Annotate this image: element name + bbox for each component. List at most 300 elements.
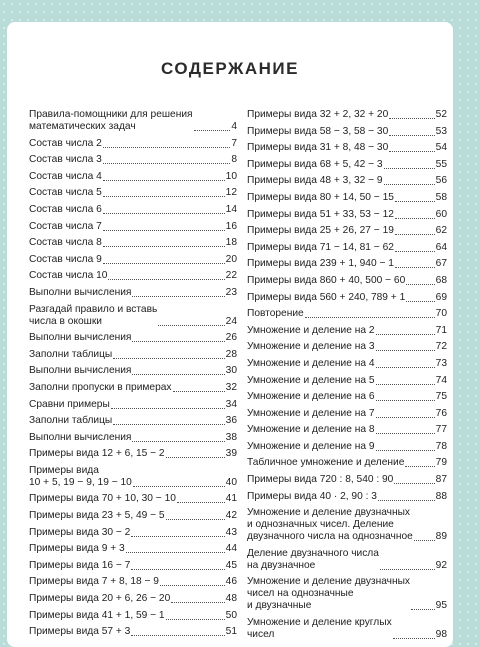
toc-entry: [29, 304, 237, 328]
toc-entry-title: [29, 626, 130, 638]
toc-entry: [247, 325, 447, 337]
toc-entry-title-line: на двузначное: [247, 559, 316, 571]
toc-entry-title-line: Примеры вида 30 − 2: [29, 526, 131, 538]
toc-entry-title: [29, 254, 102, 266]
toc-entry-title: [247, 142, 388, 154]
toc-entry-title: [29, 237, 102, 249]
toc-dot-leader: [378, 500, 435, 501]
toc-entry: [29, 560, 237, 572]
toc-entry: [247, 507, 447, 543]
toc-entry-title: [247, 159, 383, 171]
toc-page-number: 87: [435, 474, 447, 486]
toc-entry-title-line: Умножение и деление двузначных: [247, 507, 411, 519]
toc-page-number: 64: [435, 241, 447, 253]
toc-entry-title-line: двузначного числа на однозначное: [247, 531, 413, 543]
toc-entry-title: [247, 576, 410, 612]
toc-entry-title: [29, 287, 131, 299]
toc-entry-title: [29, 432, 131, 444]
toc-column-left: [29, 109, 237, 643]
toc-entry-title: [29, 382, 172, 394]
toc-entry: [29, 415, 237, 427]
toc-entry-title: [29, 610, 165, 622]
toc-entry-title: [247, 292, 405, 304]
toc-entry-title-line: Заполни таблицы: [29, 415, 113, 427]
toc-page-number: 26: [225, 332, 237, 344]
toc-entry: [29, 382, 237, 394]
toc-entry-title-line: Умножение и деление на 6: [247, 391, 375, 403]
toc-dot-leader: [111, 408, 225, 409]
toc-entry-title: [29, 465, 132, 489]
toc-dot-leader: [131, 536, 224, 537]
toc-page-number: 58: [435, 191, 447, 203]
toc-dot-leader: [384, 168, 435, 169]
toc-entry-title-line: Повторение: [247, 308, 304, 320]
toc-entry-title-line: 10 + 5, 19 − 9, 19 − 10: [29, 476, 132, 488]
toc-dot-leader: [171, 602, 224, 603]
toc-page-number: 41: [225, 493, 237, 505]
toc-entry: [29, 171, 237, 183]
toc-entry: [247, 474, 447, 486]
toc-entry-title: [29, 109, 193, 133]
toc-dot-leader: [166, 619, 225, 620]
toc-entry-title-line: Деление двузначного числа: [247, 547, 379, 559]
toc-page-number: 12: [225, 187, 237, 199]
toc-entry-title: [29, 399, 110, 411]
toc-entry-title-line: Примеры вида 40 · 2, 90 : 3: [247, 490, 377, 502]
toc-entry-title-line: Примеры вида 41 + 1, 59 − 1: [29, 609, 165, 621]
toc-entry: [247, 576, 447, 612]
toc-entry-title-line: Примеры вида 20 + 6, 26 − 20: [29, 593, 171, 605]
toc-entry-title: [29, 593, 170, 605]
toc-page-number: 28: [225, 348, 237, 360]
toc-page-number: 46: [225, 576, 237, 588]
toc-dot-leader: [376, 334, 435, 335]
toc-entry: [29, 576, 237, 588]
toc-entry-title: [247, 408, 375, 420]
toc-entry-title-line: Умножение и деление двузначных: [247, 576, 411, 588]
toc-dot-leader: [108, 279, 224, 280]
toc-page-number: 62: [435, 225, 447, 237]
toc-dot-leader: [414, 540, 435, 541]
toc-entry-title: [247, 375, 375, 387]
toc-page-number: 4: [231, 121, 237, 132]
toc-dot-leader: [103, 163, 231, 164]
toc-entry: [247, 341, 447, 353]
toc-entry-title: [29, 365, 131, 377]
toc-dot-leader: [376, 433, 435, 434]
toc-page-number: 51: [225, 626, 237, 638]
toc-entry: [29, 349, 237, 361]
toc-entry-title: [247, 225, 394, 237]
toc-entry-title: [29, 304, 157, 328]
toc-page-number: 54: [435, 142, 447, 154]
toc-page-number: 77: [435, 424, 447, 436]
toc-page-number: 22: [225, 270, 237, 282]
toc-dot-leader: [411, 609, 435, 610]
toc-entry: [247, 308, 447, 320]
toc-entry: [29, 626, 237, 638]
toc-entry-title-line: Состав числа 9: [29, 253, 102, 265]
toc-entry-title-line: Примеры вида 57 + 3: [29, 626, 131, 638]
toc-entry-title-line: Умножение и деление на 2: [247, 324, 375, 336]
toc-dot-leader: [376, 417, 435, 418]
toc-entry: [29, 254, 237, 266]
toc-page-number: 69: [435, 291, 447, 303]
toc-dot-leader: [160, 585, 225, 586]
toc-entry-title: [247, 275, 405, 287]
toc-entry-title-line: Примеры вида 16 − 7: [29, 559, 131, 571]
toc-dot-leader: [395, 201, 435, 202]
toc-entry: [247, 391, 447, 403]
toc-entry: [247, 358, 447, 370]
toc-entry-title-line: Состав числа 4: [29, 170, 102, 182]
toc-entry-title-line: Примеры вида 48 + 3, 32 − 9: [247, 175, 383, 187]
toc-dot-leader: [113, 424, 224, 425]
toc-dot-leader: [103, 196, 225, 197]
toc-entry: [29, 332, 237, 344]
toc-entry-title-line: чисел: [247, 629, 275, 641]
toc-entry-title-line: Состав числа 8: [29, 237, 102, 249]
toc-dot-leader: [166, 457, 225, 458]
toc-entry-title: [29, 154, 102, 166]
toc-page-number: 55: [435, 158, 447, 170]
toc-entry-title: [29, 138, 102, 150]
toc-entry: [247, 192, 447, 204]
toc-page-number: 10: [225, 170, 237, 182]
toc-entry-title: [247, 341, 375, 353]
toc-page-number: 44: [225, 543, 237, 555]
toc-dot-leader: [393, 638, 435, 639]
toc-entry-title-line: Состав числа 10: [29, 270, 108, 282]
toc-page-number: 39: [225, 448, 237, 460]
toc-dot-leader: [395, 251, 435, 252]
toc-page-number: 38: [225, 431, 237, 443]
toc-page-number: 34: [225, 398, 237, 410]
toc-entry-title-line: Примеры вида 80 + 14, 50 − 15: [247, 191, 394, 203]
toc-page-number: 98: [435, 629, 447, 641]
toc-dot-leader: [395, 267, 435, 268]
toc-entry: [29, 221, 237, 233]
toc-entry-title: [247, 175, 383, 187]
toc-page-number: 24: [225, 315, 237, 327]
toc-dot-leader: [103, 246, 225, 247]
toc-entry-title-line: Примеры вида 68 + 5, 42 − 3: [247, 158, 383, 170]
toc-entry: [247, 159, 447, 171]
toc-page-number: 79: [435, 457, 447, 469]
toc-page-number: 36: [225, 415, 237, 427]
toc-entry-title: [29, 204, 102, 216]
toc-entry-title-line: Примеры вида 239 + 1, 940 − 1: [247, 258, 394, 270]
toc-entry: [247, 457, 447, 469]
toc-entry: [247, 175, 447, 187]
toc-dot-leader: [133, 486, 225, 487]
toc-entry-title-line: Примеры вида 860 + 40, 500 − 60: [247, 274, 406, 286]
toc-entry: [29, 527, 237, 539]
toc-entry-title: [247, 126, 388, 138]
toc-page-number: 50: [225, 609, 237, 621]
toc-entry: [29, 432, 237, 444]
toc-entry-title-line: Выполни вычисления: [29, 332, 132, 344]
toc-entry: [29, 204, 237, 216]
toc-entry: [247, 142, 447, 154]
toc-page-number: 7: [231, 137, 237, 149]
toc-entry-title: [29, 560, 130, 572]
toc-page-number: 78: [435, 440, 447, 452]
toc-dot-leader: [305, 317, 435, 318]
toc-dot-leader: [376, 384, 435, 385]
toc-entry-title-line: Примеры вида 25 + 26, 27 − 19: [247, 225, 394, 237]
toc-entry: [247, 491, 447, 503]
toc-entry-title-line: Умножение и деление на 7: [247, 407, 375, 419]
toc-entry-title-line: Примеры вида 7 + 8, 18 − 9: [29, 576, 159, 588]
toc-dot-leader: [406, 284, 434, 285]
toc-entry-title: [247, 109, 388, 121]
toc-entry-title-line: Примеры вида 720 : 8, 540 : 90: [247, 474, 394, 486]
toc-dot-leader: [126, 552, 225, 553]
toc-entry-title-line: Заполни таблицы: [29, 348, 113, 360]
toc-page: [7, 22, 453, 647]
toc-entry-title-line: Состав числа 7: [29, 220, 102, 232]
toc-entry: [29, 365, 237, 377]
toc-entry-title: [29, 493, 176, 505]
toc-entry-title-line: Примеры вида 9 + 3: [29, 543, 125, 555]
toc-entry-title-line: Состав числа 6: [29, 203, 102, 215]
toc-dot-leader: [389, 135, 434, 136]
toc-page-number: 68: [435, 274, 447, 286]
toc-entry: [247, 126, 447, 138]
toc-entry-title: [29, 171, 102, 183]
toc-entry-title: [247, 358, 375, 370]
toc-entry-title: [247, 391, 375, 403]
toc-entry-title: [29, 221, 102, 233]
toc-page-number: 75: [435, 391, 447, 403]
toc-page-number: 53: [435, 125, 447, 137]
toc-entry: [29, 593, 237, 605]
toc-entry-title: [247, 491, 377, 503]
toc-entry: [29, 610, 237, 622]
toc-dot-leader: [132, 296, 224, 297]
toc-entry-title: [29, 576, 159, 588]
toc-entry-title: [247, 457, 404, 469]
toc-entry: [247, 441, 447, 453]
toc-entry: [29, 109, 237, 133]
toc-entry-title-line: Состав числа 5: [29, 187, 102, 199]
toc-entry-title: [247, 192, 394, 204]
toc-dot-leader: [103, 230, 225, 231]
toc-dot-leader: [177, 502, 225, 503]
toc-entry-title-line: числа в окошки: [29, 315, 102, 327]
toc-entry-title: [29, 415, 112, 427]
toc-entry: [247, 242, 447, 254]
toc-page-number: 45: [225, 559, 237, 571]
toc-entry-title-line: Состав числа 2: [29, 137, 102, 149]
toc-entry: [247, 408, 447, 420]
toc-dot-leader: [131, 635, 224, 636]
toc-entry-title: [247, 507, 413, 543]
toc-dot-leader: [395, 234, 435, 235]
toc-dot-leader: [131, 569, 224, 570]
toc-column-right: [247, 109, 447, 646]
toc-entry: [29, 399, 237, 411]
toc-entry: [247, 275, 447, 287]
toc-entry-title-line: Разгадай правило и вставь: [29, 303, 158, 315]
toc-entry: [247, 548, 447, 572]
toc-entry-title: [29, 448, 165, 460]
toc-dot-leader: [113, 358, 224, 359]
toc-dot-leader: [376, 367, 435, 368]
toc-entry: [29, 154, 237, 166]
toc-entry-title-line: Примеры вида 71 − 14, 81 − 62: [247, 241, 394, 253]
toc-entry-title: [29, 270, 107, 282]
toc-entry-title-line: Примеры вида 560 + 240, 789 + 1: [247, 291, 406, 303]
toc-page-number: 89: [435, 531, 447, 543]
toc-entry-title: [29, 349, 112, 361]
toc-page-number: 76: [435, 407, 447, 419]
toc-entry-title-line: Состав числа 3: [29, 154, 102, 166]
toc-dot-leader: [405, 466, 434, 467]
toc-entry-title-line: чисел на однозначные: [247, 588, 354, 600]
toc-page-number: 42: [225, 510, 237, 522]
toc-entry: [247, 617, 447, 641]
toc-entry-title: [247, 617, 392, 641]
toc-page-number: 8: [231, 154, 237, 166]
toc-page-number: 60: [435, 208, 447, 220]
toc-entry: [247, 109, 447, 121]
toc-dot-leader: [173, 391, 225, 392]
toc-entry-title-line: Умножение и деление на 3: [247, 341, 375, 353]
toc-entry: [29, 237, 237, 249]
toc-entry-title: [247, 209, 394, 221]
toc-dot-leader: [194, 130, 231, 131]
toc-entry-title-line: Примеры вида 51 + 33, 53 − 12: [247, 208, 394, 220]
toc-dot-leader: [103, 213, 225, 214]
toc-entry-title-line: Примеры вида: [29, 464, 99, 476]
toc-entry: [247, 258, 447, 270]
toc-dot-leader: [166, 519, 225, 520]
toc-entry-title-line: Выполни вычисления: [29, 286, 132, 298]
toc-dot-leader: [103, 263, 225, 264]
toc-dot-leader: [389, 118, 434, 119]
toc-entry: [247, 225, 447, 237]
toc-page-number: 70: [435, 308, 447, 320]
toc-dot-leader: [380, 569, 435, 570]
toc-entry-title-line: математических задач: [29, 121, 136, 132]
toc-entry: [247, 209, 447, 221]
toc-page-number: 20: [225, 253, 237, 265]
toc-page-number: 88: [435, 490, 447, 502]
toc-entry: [29, 448, 237, 460]
toc-page-number: 16: [225, 220, 237, 232]
toc-entry-title-line: Умножение и деление круглых: [247, 617, 392, 629]
toc-page-number: 74: [435, 374, 447, 386]
toc-entry-title: [247, 325, 375, 337]
toc-entry-title: [247, 242, 394, 254]
toc-entry-title-line: Примеры вида 70 + 10, 30 − 10: [29, 493, 176, 505]
toc-entry: [29, 138, 237, 150]
toc-entry-title: [247, 308, 304, 320]
toc-entry-title: [247, 258, 394, 270]
toc-dot-leader: [132, 441, 224, 442]
toc-page-number: 32: [225, 381, 237, 393]
toc-entry-title-line: Сравни примеры: [29, 398, 110, 410]
toc-title: СОДЕРЖАНИЕ: [161, 59, 299, 78]
toc-dot-leader: [395, 218, 435, 219]
toc-dot-leader: [132, 374, 224, 375]
toc-page-number: 30: [225, 365, 237, 377]
toc-dot-leader: [389, 151, 434, 152]
toc-entry-title: [29, 332, 131, 344]
toc-entry-title: [29, 527, 130, 539]
toc-entry-title: [29, 543, 125, 555]
toc-dot-leader: [132, 341, 224, 342]
toc-dot-leader: [103, 180, 225, 181]
toc-entry: [29, 543, 237, 555]
toc-entry-title: [29, 510, 165, 522]
toc-entry-title-line: Умножение и деление на 4: [247, 357, 375, 369]
toc-entry: [29, 270, 237, 282]
toc-dot-leader: [394, 483, 434, 484]
toc-page-number: 52: [435, 109, 447, 120]
toc-entry-title-line: и двузначные: [247, 600, 312, 612]
toc-entry: [29, 465, 237, 489]
toc-entry-title-line: Примеры вида 32 + 2, 32 + 20: [247, 109, 389, 120]
toc-page-number: 43: [225, 526, 237, 538]
toc-dot-leader: [158, 325, 224, 326]
toc-entry-title-line: Выполни вычисления: [29, 365, 132, 377]
toc-entry: [29, 187, 237, 199]
toc-page-number: 92: [435, 559, 447, 571]
toc-entry-title-line: Заполни пропуски в примерах: [29, 381, 172, 393]
toc-entry: [29, 493, 237, 505]
toc-entry-title: [247, 424, 375, 436]
toc-entry-title-line: Примеры вида 23 + 5, 49 − 5: [29, 510, 165, 522]
toc-entry-title: [247, 474, 393, 486]
toc-page-number: 40: [225, 476, 237, 488]
toc-entry-title-line: и однозначных чисел. Деление: [247, 519, 394, 531]
toc-entry-title-line: Умножение и деление на 9: [247, 440, 375, 452]
toc-page-number: 71: [435, 324, 447, 336]
toc-entry: [29, 287, 237, 299]
toc-entry-title: [29, 187, 102, 199]
toc-entry: [247, 375, 447, 387]
toc-dot-leader: [406, 301, 434, 302]
toc-entry-title: [247, 441, 375, 453]
toc-page-number: 95: [435, 600, 447, 612]
toc-page-number: 48: [225, 593, 237, 605]
toc-page-number: 18: [225, 237, 237, 249]
toc-entry-title-line: Выполни вычисления: [29, 431, 132, 443]
toc-entry-title-line: Умножение и деление на 8: [247, 424, 375, 436]
toc-dot-leader: [384, 184, 435, 185]
toc-page-number: 14: [225, 203, 237, 215]
toc-entry: [247, 424, 447, 436]
toc-page-number: 56: [435, 175, 447, 187]
toc-dot-leader: [376, 400, 435, 401]
toc-entry-title-line: Табличное умножение и деление: [247, 457, 405, 469]
toc-dot-leader: [376, 450, 435, 451]
toc-dot-leader: [103, 147, 231, 148]
toc-page-number: 72: [435, 341, 447, 353]
toc-entry-title: [247, 548, 379, 572]
toc-entry-title-line: Примеры вида 12 + 6, 15 − 2: [29, 448, 165, 460]
toc-page-number: 23: [225, 286, 237, 298]
toc-entry-title-line: Правила-помощники для решения: [29, 109, 193, 120]
toc-page-number: 73: [435, 357, 447, 369]
toc-page-number: 67: [435, 258, 447, 270]
toc-dot-leader: [376, 350, 435, 351]
toc-entry: [247, 292, 447, 304]
toc-entry: [29, 510, 237, 522]
